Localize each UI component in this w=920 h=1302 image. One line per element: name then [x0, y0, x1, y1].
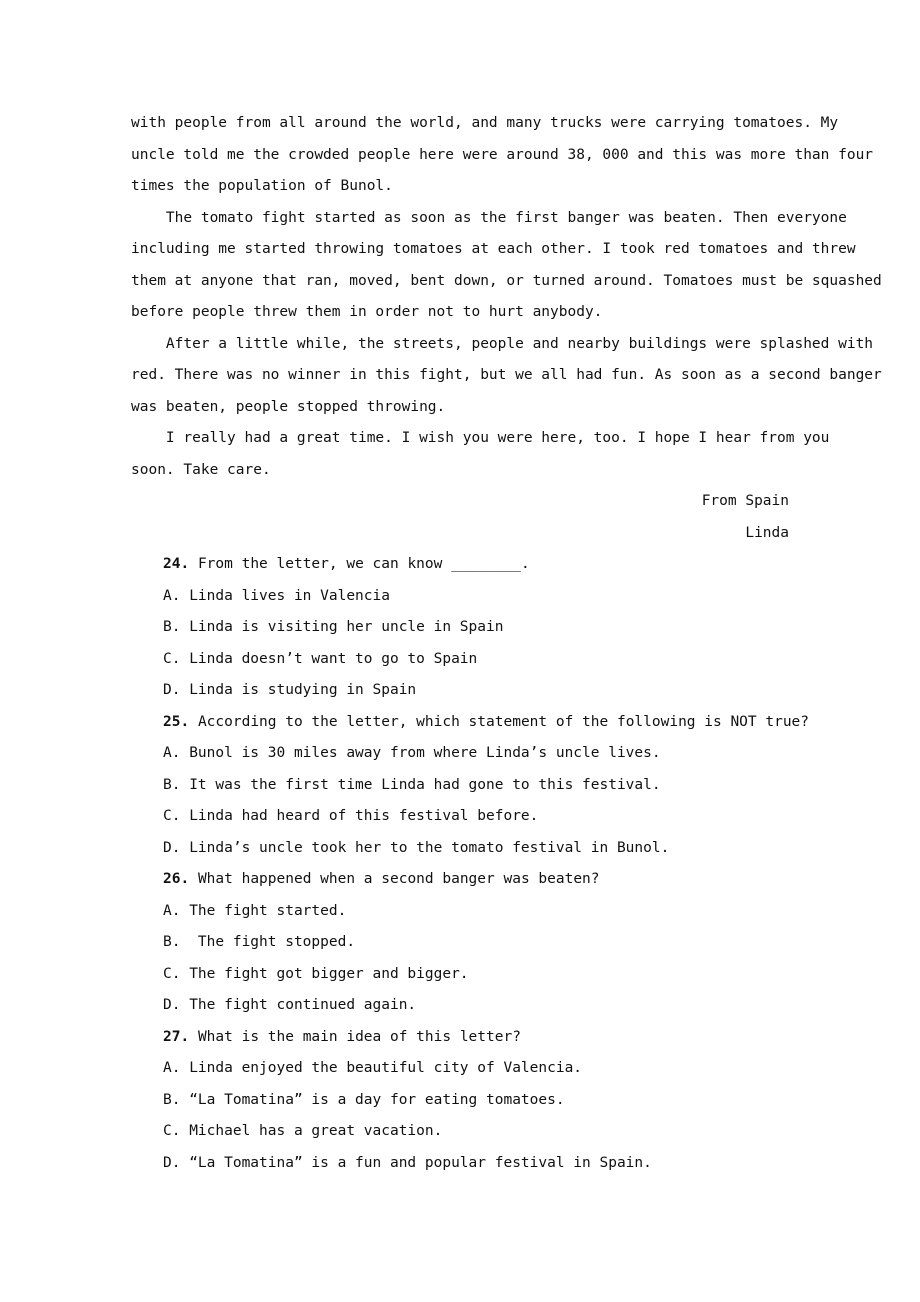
passage-line: before people threw them in order not to hurt anybody. [131, 304, 603, 320]
passage-line: uncle told me the crowded people here were around 38, 000 and this was more than four [131, 146, 874, 163]
passage-line: times the population of Bunol. [131, 178, 393, 194]
question-text: From the letter, we can know ________. [197, 556, 530, 572]
passage-line: soon. Take care. [131, 461, 271, 478]
question-text: According to the letter, which statement of the following is NOT true? [197, 713, 810, 730]
answer-option: B. It was the first time Linda had gone to this festival. [163, 776, 661, 793]
question-stem [163, 549, 843, 581]
question-number: 27. [163, 1028, 190, 1045]
passage-line: red. There was no winner in this fight, but we all had fun. As soon as a second banger [131, 367, 882, 383]
answer-option: D. The fight continued again. [163, 997, 417, 1013]
answer-option: A. Linda lives in Valencia [163, 587, 390, 604]
answer-option: C. The fight got bigger and bigger. [163, 965, 469, 982]
answer-option: A. Linda enjoyed the beautiful city of Valencia. [163, 1060, 583, 1076]
answer-option: C. Michael has a great vacation. [163, 1123, 443, 1139]
question-stem [163, 1022, 843, 1054]
answer-option: A. The fight started. [163, 902, 347, 919]
question-number: 25. [163, 713, 190, 730]
passage-line: them at anyone that ran, moved, bent down, or turned around. Tomatoes must be squashed [131, 272, 882, 289]
answer-option: C. Linda doesn’t want to go to Spain [163, 650, 478, 667]
answer-option: B. The fight stopped. [163, 934, 356, 950]
signature-name: Linda [745, 524, 789, 541]
signature-from: From Spain [701, 493, 789, 509]
passage-line: The tomato fight started as soon as the first banger was beaten. Then everyone [131, 209, 847, 226]
question-stem [163, 864, 843, 896]
letter-passage [131, 108, 882, 549]
passage-line: After a little while, the streets, people and nearby buildings were splashed with [131, 335, 874, 352]
question-stem [163, 707, 843, 739]
question-text: What happened when a second banger was beaten? [197, 871, 600, 887]
answer-option: D. Linda’s uncle took her to the tomato festival in Bunol. [163, 839, 670, 856]
passage-line: including me started throwing tomatoes at each other. I took red tomatoes and threw [131, 241, 856, 257]
answer-option: B. “La Tomatina” is a day for eating tomatoes. [163, 1091, 565, 1108]
passage-line: with people from all around the world, and many trucks were carrying tomatoes. My [131, 115, 839, 131]
question-number: 26. [163, 871, 190, 887]
answer-option: B. Linda is visiting her uncle in Spain [163, 619, 504, 635]
passage-line: I really had a great time. I wish you were here, too. I hope I hear from you [131, 430, 830, 446]
answer-option: C. Linda had heard of this festival before. [163, 808, 539, 824]
question-number: 24. [163, 556, 190, 572]
answer-option: A. Bunol is 30 miles away from where Linda’s uncle lives. [163, 745, 661, 761]
answer-option: D. Linda is studying in Spain [163, 682, 417, 698]
passage-line: was beaten, people stopped throwing. [131, 398, 446, 415]
question-text: What is the main idea of this letter? [197, 1028, 521, 1045]
answer-option: D. “La Tomatina” is a fun and popular festival in Spain. [163, 1154, 652, 1171]
question-list [163, 549, 843, 1179]
